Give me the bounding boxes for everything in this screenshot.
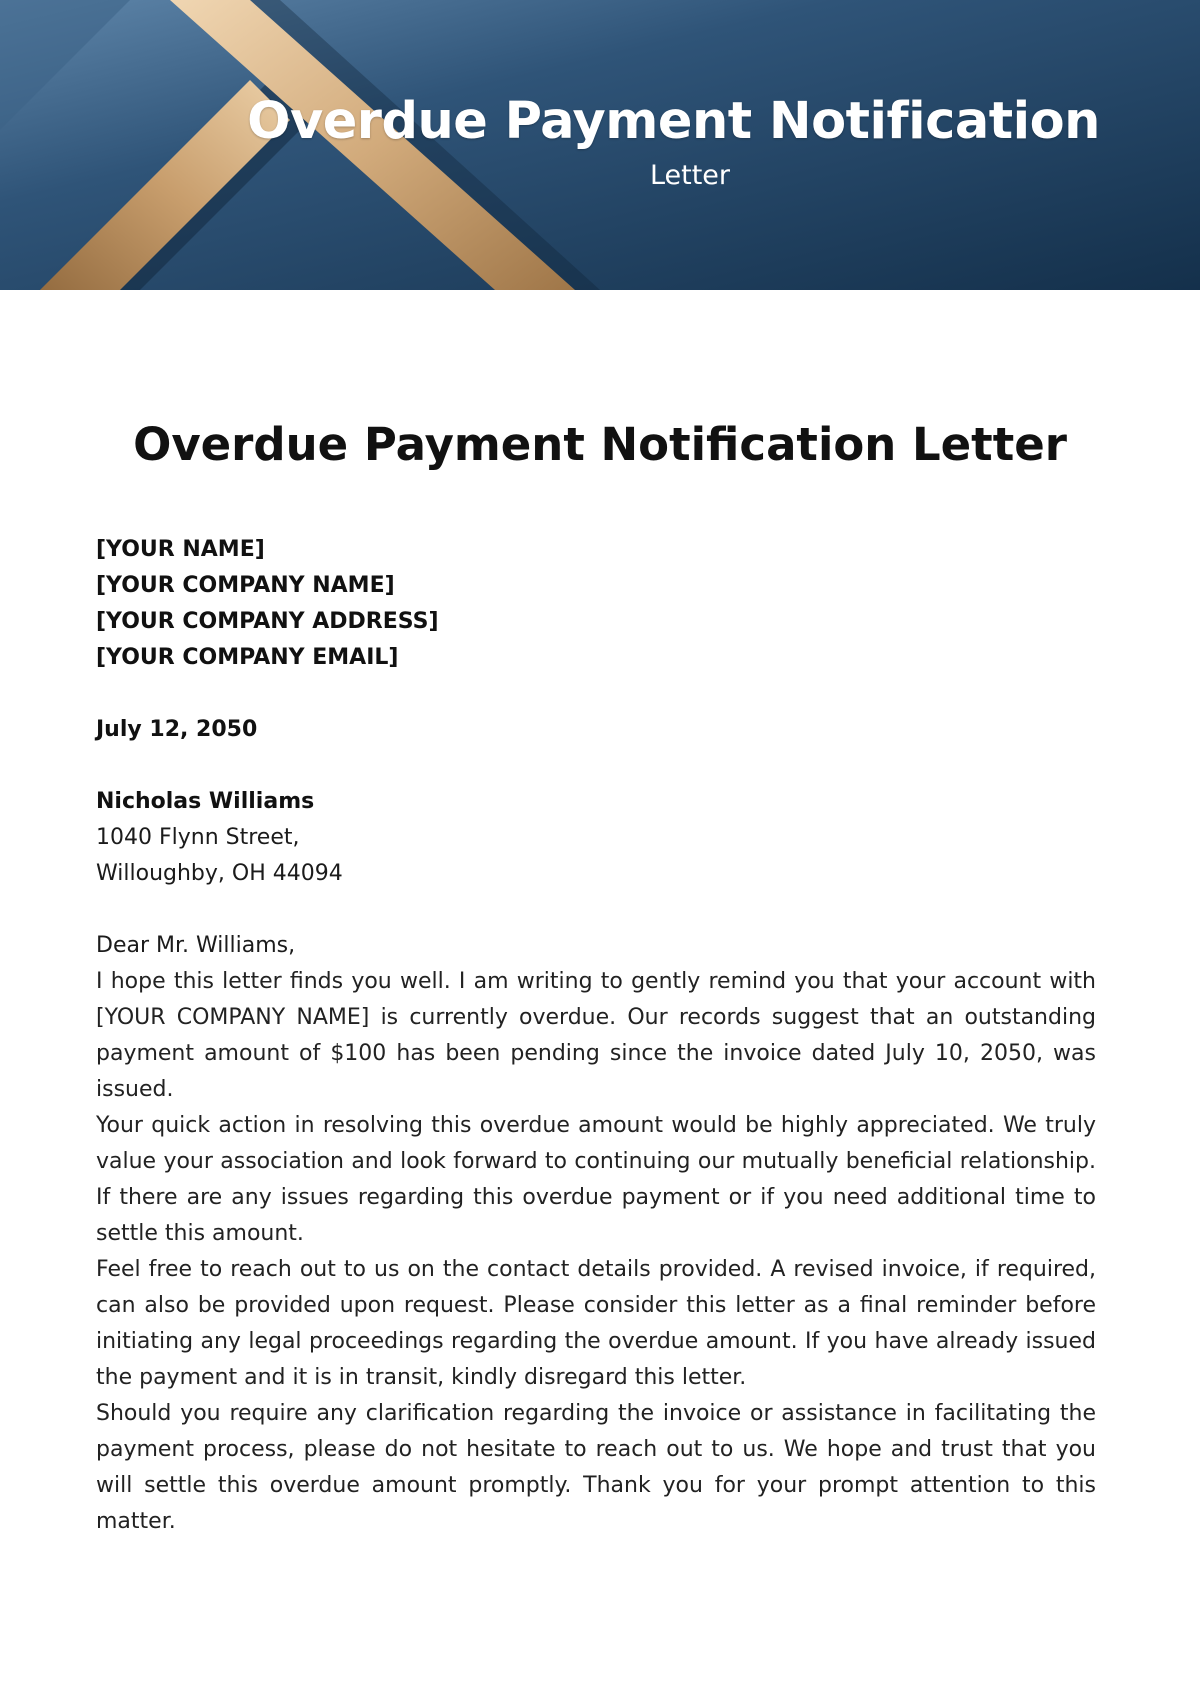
banner-title: Overdue Payment Notification	[247, 92, 1100, 151]
sender-name: [YOUR NAME]	[96, 537, 265, 562]
salutation-block	[96, 928, 1096, 964]
body-paragraph-4: Should you require any clarification regarding the invoice or assistance in facilitating the payment process, please do not hesitate to reach out to us. We hope and trust that you will settle this overdue amount promptly. Thank you for your prompt attention to this matter.	[96, 1401, 1096, 1534]
sender-company-email: [YOUR COMPANY EMAIL]	[96, 645, 399, 670]
date-block	[96, 712, 1096, 748]
body-paragraph-3: Feel free to reach out to us on the contact details provided. A revised invoice, if required, can also be provided upon request. Please consider this letter as a final reminder before initiating any legal proceedings regarding the overdue amount. If you have already issued the payment and it is in transit, kindly disregard this letter.	[96, 1257, 1096, 1390]
salutation: Dear Mr. Williams,	[96, 933, 296, 958]
document-title: Overdue Payment Notification Letter	[133, 418, 1067, 471]
body-paragraph-1: I hope this letter finds you well. I am writing to gently remind you that your account with [YOUR COMPANY NAME] is currently overdue. Our records suggest that an outstanding payment amount of $100 has been pending since the invoice dated July 10, 2050, was issued.	[96, 969, 1096, 1102]
banner-subtitle: Letter	[649, 160, 731, 191]
recipient-name: Nicholas Williams	[96, 789, 315, 814]
letter-content	[96, 532, 1096, 1540]
header-banner	[0, 0, 1200, 290]
body-paragraph-2: Your quick action in resolving this overdue amount would be highly appreciated. We truly value your association and look forward to continuing our mutually beneficial relationship. If there are any issues regarding this overdue payment or if you need additional time to settle this amount.	[96, 1113, 1096, 1246]
sender-company-address: [YOUR COMPANY ADDRESS]	[96, 609, 439, 634]
letter-date: July 12, 2050	[96, 717, 258, 742]
recipient-address-line2: Willoughby, OH 44094	[96, 861, 343, 886]
recipient-block	[96, 784, 1096, 892]
sender-company-name: [YOUR COMPANY NAME]	[96, 573, 395, 598]
sender-block	[96, 532, 1096, 676]
recipient-address-line1: 1040 Flynn Street,	[96, 825, 300, 850]
